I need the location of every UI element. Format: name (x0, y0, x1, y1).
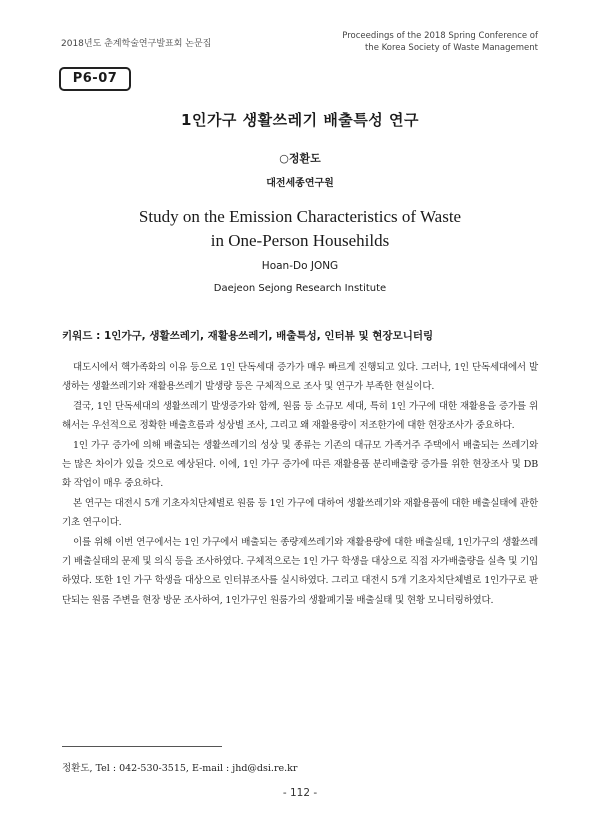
title-english-line1: Study on the Emission Characteristics of Waste (138, 207, 462, 226)
paragraph: 이를 위해 이번 연구에서는 1인 가구에서 배출되는 종량제쓰레기와 재활용량에 대한 배출실태, 1인가구의 생활쓰레기 배출실태의 문제 및 의식 등을 조사하였다. 구체적으로는 1인 가구 학생을 대상으로 직접 자가배출량을 실측 및 기입하였다. 또한 1인 가구 학생을 대상으로 인터뷰조사를 실시하였다. 그리고 대전시 5개 기초자치단체별로 1인가구로 판단되는 원룸 주변을 현장 방문 조사하여, 1인가구인 원룸가의 생활폐기물 배출실태 및 현황 모니터링하였다. (62, 536, 538, 606)
footnote-divider (62, 746, 222, 747)
abstract-body (62, 358, 538, 610)
title-korean: 1인가구 생활쓰레기 배출특성 연구 (181, 111, 419, 129)
affiliation-korean: 대전세종연구원 (266, 178, 334, 189)
header-left: 2018년도 춘계학술연구발표회 논문집 (61, 39, 212, 49)
footnote: 정환도, Tel : 042-530-3515, E-mail : jhd@dsi.re.kr (62, 763, 298, 774)
paragraph: 1인 가구 증가에 의해 배출되는 생활쓰레기의 성상 및 종류는 기존의 대규모 가족거주 주택에서 배출되는 쓰레기와는 많은 차이가 있을 것으로 예상된다. 이에, 1인 가구 증가에 따른 재활용품 분리배출량 증가를 위한 현장조사 및 DB화 작업이 매우 중요하다. (62, 439, 538, 490)
paper-id-badge: P6-07 (59, 67, 131, 91)
author-korean: ○정환도 (279, 152, 321, 165)
keywords: 키워드 : 1인가구, 생활쓰레기, 재활용쓰레기, 배출특성, 인터뷰 및 현장모니터링 (62, 330, 434, 342)
title-english-line2: in One-Person Househilds (210, 231, 390, 250)
page-number: - 112 - (282, 787, 318, 799)
affiliation-english: Daejeon Sejong Research Institute (213, 283, 387, 294)
header-right-line2: the Korea Society of Waste Management (364, 43, 538, 53)
paragraph: 대도시에서 핵가족화의 이유 등으로 1인 단독세대 증가가 매우 빠르게 진행되고 있다. 그러나, 1인 단독세대에서 발생하는 생활쓰레기와 재활용쓰레기 발생량 등은 구체적으로 조사 및 연구가 부족한 현실이다. (62, 362, 538, 393)
paragraph: 결국, 1인 단독세대의 생활쓰레기 발생증가와 함께, 원룸 등 소규모 세대, 특히 1인 가구에 대한 재활용을 증가를 위해서는 우선적으로 정확한 배출흐름과 성상별 조사, 그리고 왜 재활용량이 저조한가에 대한 현장조사가 중요하다. (62, 400, 538, 432)
title-english (0, 205, 600, 253)
author-english: Hoan-Do JONG (261, 260, 339, 272)
header-right-line1: Proceedings of the 2018 Spring Conference of (342, 31, 538, 41)
header-right (342, 30, 538, 54)
paragraph: 본 연구는 대전시 5개 기초자치단체별로 원룸 등 1인 가구에 대하여 생활쓰레기와 재활용품에 대한 배출실태에 관한 기초 연구이다. (62, 497, 538, 529)
